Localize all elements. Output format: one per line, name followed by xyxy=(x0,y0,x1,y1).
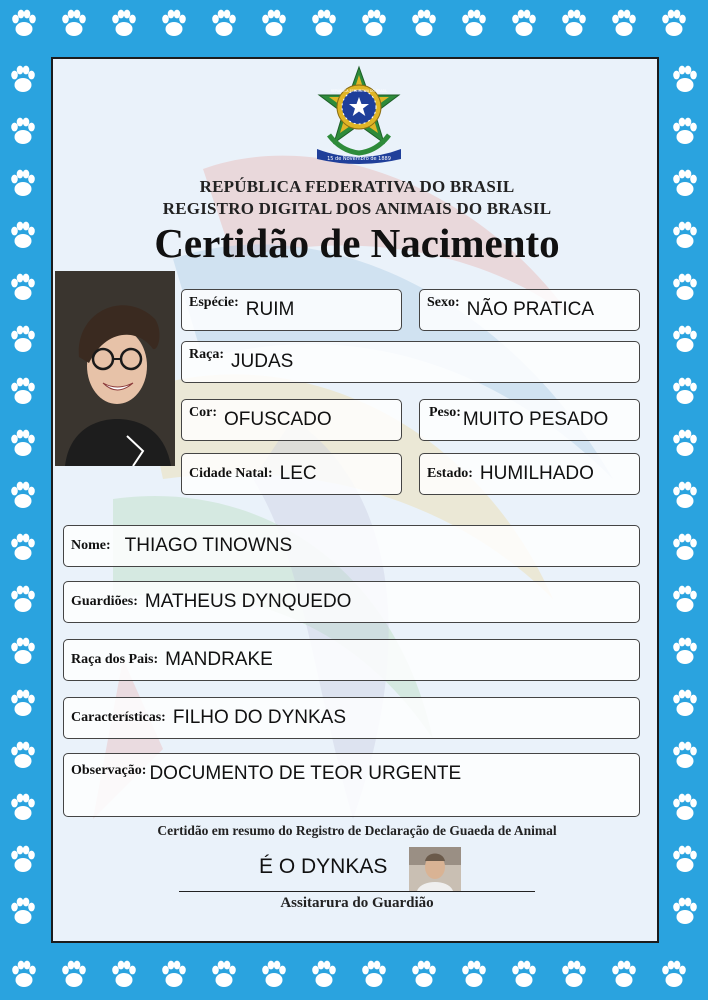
field-raca xyxy=(181,341,640,383)
field-sexo xyxy=(419,289,640,331)
paw-icon xyxy=(11,846,35,872)
estado-value: HUMILHADO xyxy=(479,463,594,484)
paw-icon xyxy=(11,326,35,352)
paw-icon xyxy=(62,961,86,987)
field-especie xyxy=(181,289,402,331)
paw-icon xyxy=(12,10,36,36)
field-estado xyxy=(419,453,640,495)
paw-icon xyxy=(312,10,336,36)
peso-label: Peso: xyxy=(429,405,461,420)
paw-icon xyxy=(62,10,86,36)
paw-icon xyxy=(662,961,686,987)
signature-photo xyxy=(409,847,461,891)
paw-icon xyxy=(512,961,536,987)
peso-value: MUITO PESADO xyxy=(462,409,609,430)
field-raca-dos-pais xyxy=(63,639,640,681)
paw-icon xyxy=(11,378,35,404)
paw-icon xyxy=(11,118,35,144)
field-cidade-natal xyxy=(181,453,402,495)
raca-value: JUDAS xyxy=(231,351,294,372)
certificate-title: Certidão de Nacimento xyxy=(154,220,560,266)
especie-value: RUIM xyxy=(245,299,295,320)
paw-icon xyxy=(212,961,236,987)
field-nome xyxy=(63,525,640,567)
paw-icon xyxy=(673,326,697,352)
paw-icon xyxy=(112,961,136,987)
emblem-motto: REPÚBLICA FEDERATIVA DO BRASIL xyxy=(330,89,388,93)
paw-icon xyxy=(312,961,336,987)
paw-icon xyxy=(11,638,35,664)
paw-icon xyxy=(462,10,486,36)
paw-icon xyxy=(262,10,286,36)
certificate-caption: Certidão em resumo do Registro de Declaração de Guaeda de Animal xyxy=(157,823,557,838)
especie-label: Espécie: xyxy=(189,295,239,310)
paw-icon xyxy=(673,898,697,924)
field-peso xyxy=(419,399,640,441)
paw-icon xyxy=(162,10,186,36)
paw-icon xyxy=(362,961,386,987)
paw-icon xyxy=(362,10,386,36)
guardioes-value: MATHEUS DYNQUEDO xyxy=(144,591,352,612)
paw-icon xyxy=(11,482,35,508)
paw-icon xyxy=(673,690,697,716)
cor-label: Cor: xyxy=(189,405,217,420)
paw-icon xyxy=(212,10,236,36)
paw-icon xyxy=(673,430,697,456)
paw-icon xyxy=(11,274,35,300)
paw-icon xyxy=(562,10,586,36)
paw-icon xyxy=(612,961,636,987)
field-observacao xyxy=(63,753,640,817)
paw-icon xyxy=(673,274,697,300)
brazil-coat-of-arms xyxy=(311,65,407,169)
guardioes-label: Guardiões: xyxy=(71,594,138,609)
paw-icon xyxy=(112,10,136,36)
sexo-value: NÃO PRATICA xyxy=(466,299,595,320)
paw-icon xyxy=(673,482,697,508)
caracteristicas-value: FILHO DO DYNKAS xyxy=(172,707,346,728)
guardian-signature: É O DYNKAS xyxy=(259,855,388,878)
paw-icon xyxy=(412,10,436,36)
sexo-label: Sexo: xyxy=(427,295,460,310)
paw-icon xyxy=(673,586,697,612)
emblem-ribbon: 15 de Novembro de 1889 xyxy=(327,156,391,162)
paw-icon xyxy=(162,961,186,987)
nome-value: THIAGO TINOWNS xyxy=(124,535,293,556)
paw-icon xyxy=(673,534,697,560)
paw-icon xyxy=(673,170,697,196)
caracteristicas-label: Características: xyxy=(71,710,166,725)
paw-icon xyxy=(562,961,586,987)
raca-pais-value: MANDRAKE xyxy=(165,649,273,670)
paw-icon xyxy=(11,690,35,716)
observacao-value: DOCUMENTO DE TEOR URGENTE xyxy=(149,763,462,784)
raca-pais-label: Raça dos Pais: xyxy=(71,652,159,667)
observacao-label: Observação: xyxy=(71,763,147,778)
signature-line xyxy=(179,891,535,892)
paw-icon xyxy=(673,118,697,144)
paw-icon xyxy=(11,794,35,820)
paw-icon xyxy=(673,742,697,768)
paw-icon xyxy=(673,846,697,872)
cidade-label: Cidade Natal: xyxy=(189,466,273,481)
nome-label: Nome: xyxy=(71,538,111,553)
paw-icon xyxy=(11,430,35,456)
paw-icon xyxy=(11,534,35,560)
paw-icon xyxy=(11,170,35,196)
header-republic: REPÚBLICA FEDERATIVA DO BRASIL xyxy=(199,177,515,196)
paw-icon xyxy=(673,66,697,92)
paw-icon xyxy=(262,961,286,987)
field-caracteristicas xyxy=(63,697,640,739)
paw-icon xyxy=(662,10,686,36)
paw-icon xyxy=(11,222,35,248)
paw-icon xyxy=(412,961,436,987)
paw-icon xyxy=(673,794,697,820)
field-guardioes xyxy=(63,581,640,623)
certificate-sheet xyxy=(51,57,659,943)
paw-icon xyxy=(673,378,697,404)
paw-icon xyxy=(612,10,636,36)
paw-icon xyxy=(11,66,35,92)
paw-icon xyxy=(673,638,697,664)
estado-label: Estado: xyxy=(427,466,473,481)
cidade-value: LEC xyxy=(279,463,317,484)
paw-icon xyxy=(462,961,486,987)
paw-icon xyxy=(673,222,697,248)
header-registry: REGISTRO DIGITAL DOS ANIMAIS DO BRASIL xyxy=(162,199,552,218)
field-cor xyxy=(181,399,402,441)
paw-icon xyxy=(11,898,35,924)
paw-icon xyxy=(11,742,35,768)
raca-label: Raça: xyxy=(189,347,224,362)
paw-icon xyxy=(11,586,35,612)
portrait-photo xyxy=(55,271,175,466)
paw-icon xyxy=(12,961,36,987)
paw-icon xyxy=(512,10,536,36)
cor-value: OFUSCADO xyxy=(224,409,332,430)
signature-label: Assitarura do Guardião xyxy=(280,895,434,911)
